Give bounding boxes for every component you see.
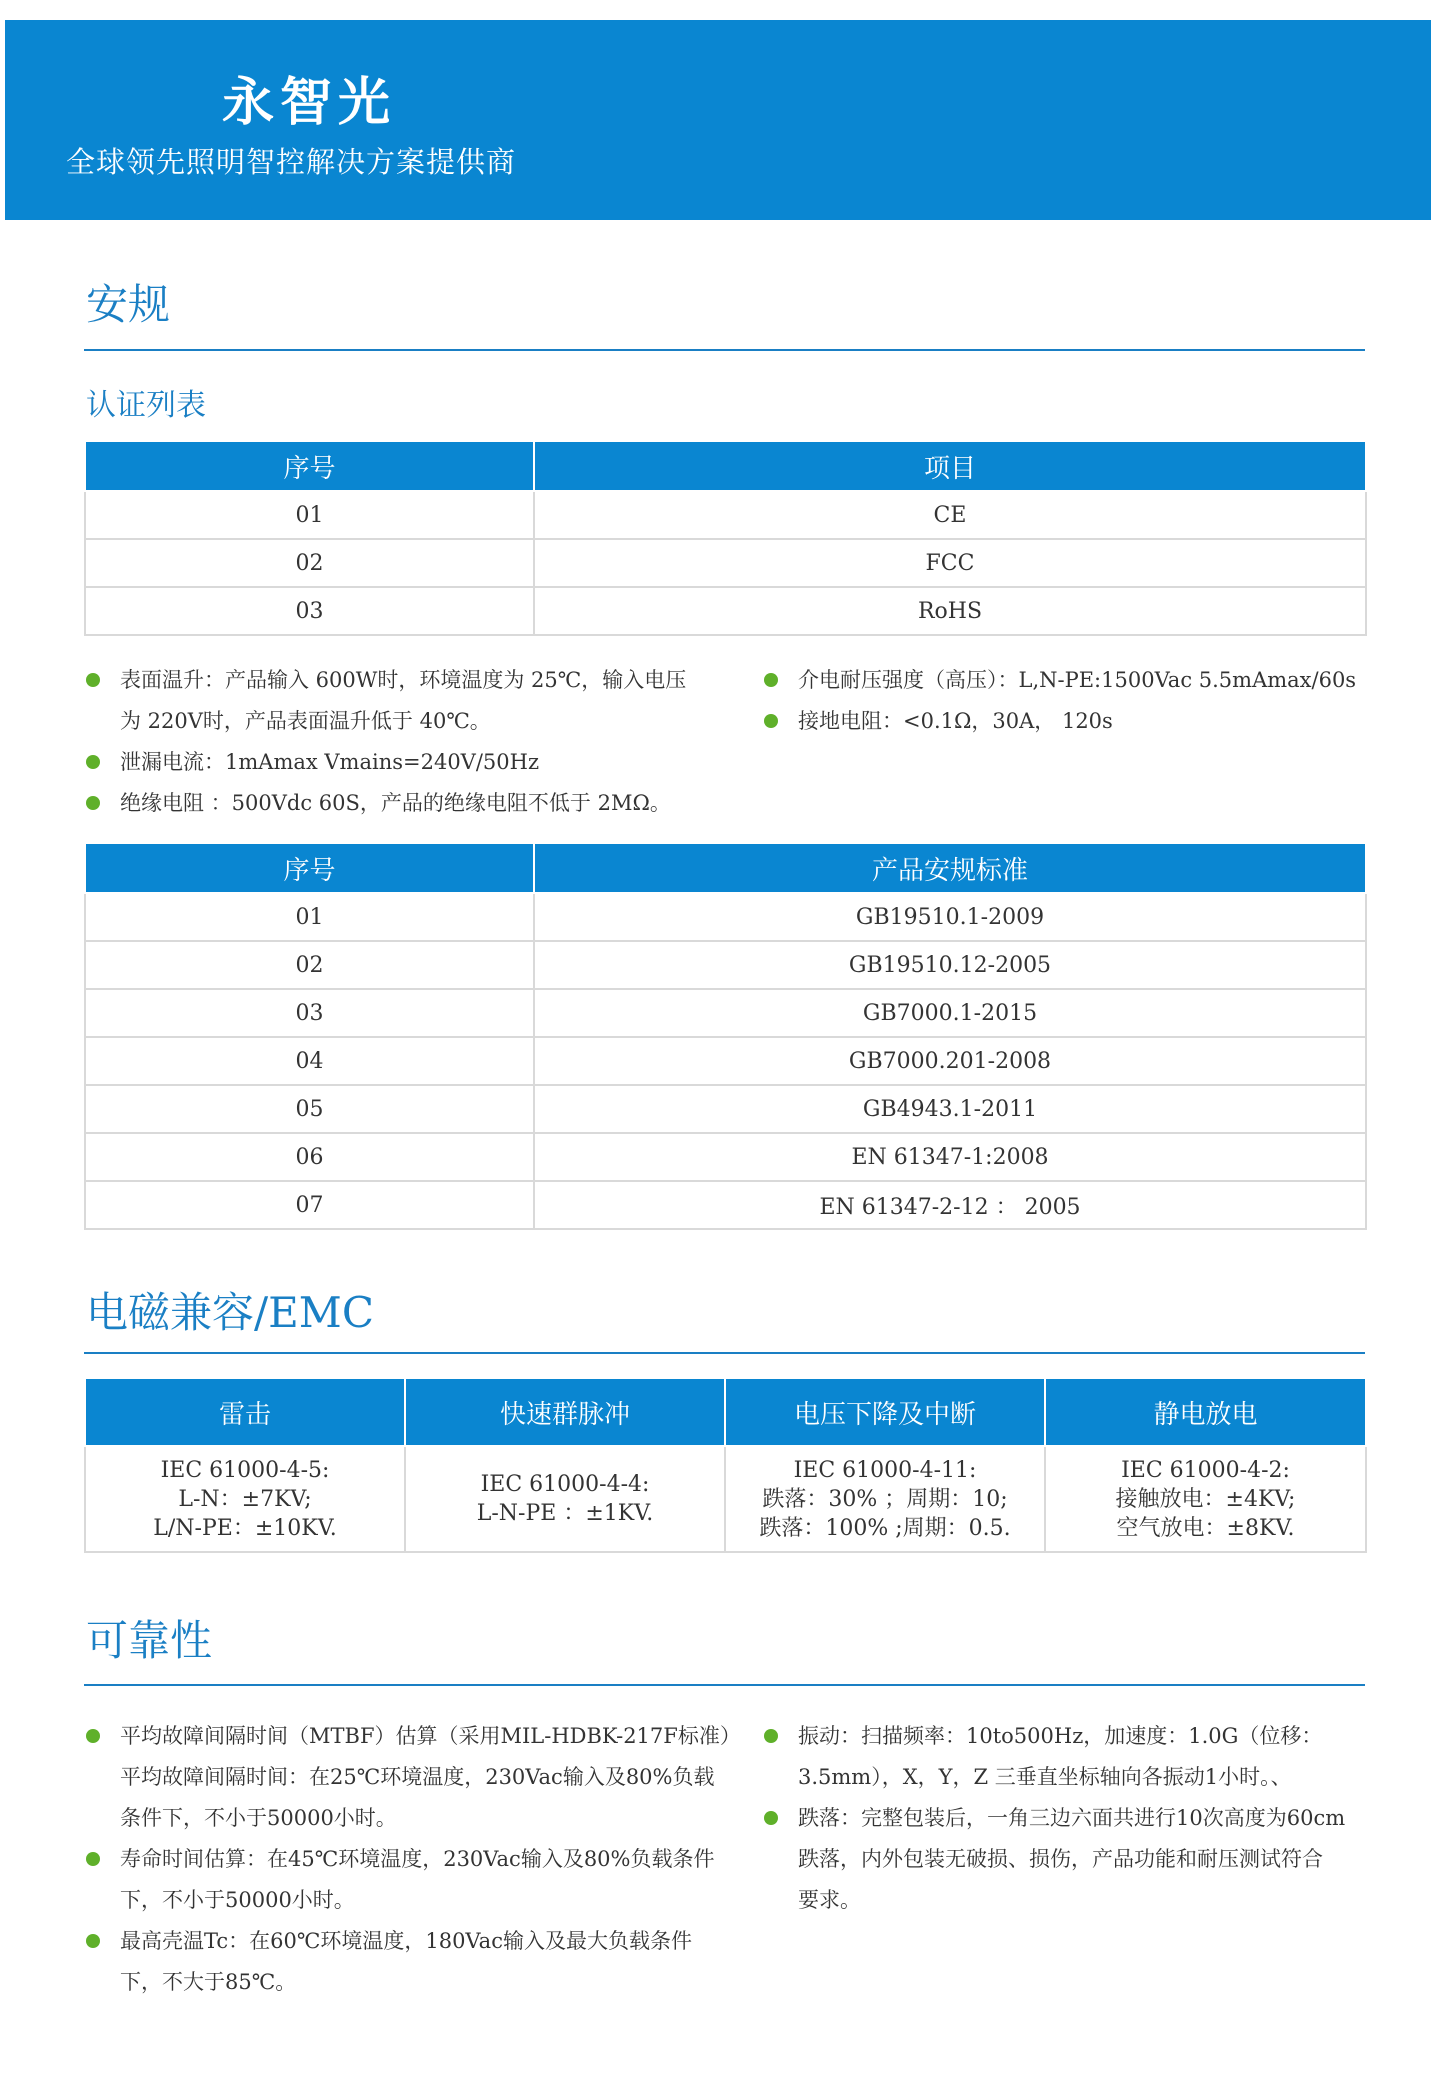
column-header: 项目 [534,441,1366,491]
table-header-row [85,843,1366,893]
brand-tagline: 全球领先照明智控解决方案提供商 [66,145,517,179]
column-header: 产品安规标准 [534,843,1366,893]
list-item: 绝缘电阻 ：500Vdc 60S，产品的绝缘电阻不低于 2MΩ。 [84,783,744,824]
table-row [85,989,1366,1037]
section-title-safety: 安规 [86,280,171,329]
list-item: 最高壳温Tc：在60℃环境温度，180Vac输入及最大负载条件 下，不大于85℃。 [84,1921,744,2003]
section-divider [84,1352,1365,1354]
reliability-bullets-left [84,1716,744,2003]
column-header: 序号 [85,441,534,491]
bullet-dot-icon [86,673,100,687]
list-item: 接地电阻：<0.1Ω，30A， 120s [762,701,1382,742]
table-row [85,1037,1366,1085]
list-item: 介电耐压强度（高压）：L,N-PE:1500Vac 5.5mAmax/60s [762,660,1382,701]
list-item: 寿命时间估算：在45℃环境温度，230Vac输入及80%负载条件 下，不小于50000小时。 [84,1839,744,1921]
header-banner [5,20,1431,220]
table-row [85,491,1366,539]
table-row [85,941,1366,989]
table-header-row [85,441,1366,491]
table-cell: GB7000.201-2008 [534,1037,1366,1085]
bullet-dot-icon [86,1852,100,1866]
table-row [85,539,1366,587]
table-cell: 02 [85,941,534,989]
bullet-dot-icon [86,755,100,769]
list-item: 泄漏电流：1mAmax Vmains=240V/50Hz [84,742,744,783]
section-divider [84,349,1365,351]
cert-list-title: 认证列表 [86,388,206,423]
table-cell: EN 61347-2-12 ： 2005 [534,1181,1366,1229]
table-cell: FCC [534,539,1366,587]
column-header: 雷击 [85,1378,405,1446]
table-cell: GB7000.1-2015 [534,989,1366,1037]
table-cell: IEC 61000-4-4: L-N-PE ：±1KV. [405,1446,725,1552]
list-item: 振动：扫描频率：10to500Hz，加速度：1.0G（位移： 3.5mm），X，Y，Z 三垂直坐标轴向各振动1小时。、 [762,1716,1392,1798]
bullet-dot-icon [764,673,778,687]
section-title-reliability: 可靠性 [86,1616,213,1665]
bullet-dot-icon [764,714,778,728]
table-cell: 01 [85,491,534,539]
table-row [85,893,1366,941]
table-cell: GB19510.1-2009 [534,893,1366,941]
bullet-dot-icon [86,796,100,810]
table-cell: EN 61347-1:2008 [534,1133,1366,1181]
list-item: 跌落：完整包装后，一角三边六面共进行10次高度为60cm 跌落，内外包装无破损、损伤，产品功能和耐压测试符合 要求。 [762,1798,1392,1921]
table-row [85,1446,1366,1552]
table-cell: 05 [85,1085,534,1133]
bullet-dot-icon [764,1729,778,1743]
table-cell: 04 [85,1037,534,1085]
table-header-row [85,1378,1366,1446]
table-row [85,1085,1366,1133]
section-divider [84,1684,1365,1686]
table-cell: IEC 61000-4-5: L-N：±7KV; L/N-PE：±10KV. [85,1446,405,1552]
emc-table [84,1377,1367,1553]
table-cell: 03 [85,587,534,635]
table-cell: 03 [85,989,534,1037]
bullet-dot-icon [86,1729,100,1743]
table-cell: IEC 61000-4-2: 接触放电：±4KV; 空气放电：±8KV. [1045,1446,1366,1552]
safety-bullets-right [762,660,1382,742]
safety-bullets-left [84,660,744,824]
table-row [85,1133,1366,1181]
bullet-dot-icon [764,1811,778,1825]
bullet-dot-icon [86,1934,100,1948]
table-row [85,1181,1366,1229]
column-header: 电压下降及中断 [725,1378,1045,1446]
column-header: 序号 [85,843,534,893]
cert-table [84,440,1367,636]
table-cell: IEC 61000-4-11: 跌落：30% ；周期：10; 跌落：100% ;周期：0.5. [725,1446,1045,1552]
section-title-emc: 电磁兼容/EMC [86,1288,374,1337]
table-row [85,587,1366,635]
table-cell: 07 [85,1181,534,1229]
brand-name: 永智光 [222,73,397,133]
column-header: 静电放电 [1045,1378,1366,1446]
list-item: 表面温升：产品输入 600W时，环境温度为 25℃，输入电压 为 220V时，产品表面温升低于 40℃。 [84,660,744,742]
table-cell: 01 [85,893,534,941]
list-item: 平均故障间隔时间（MTBF）估算（采用MIL-HDBK-217F标准） 平均故障间隔时间：在25℃环境温度，230Vac输入及80%负载 条件下，不小于50000小时。 [84,1716,744,1839]
standards-table [84,842,1367,1230]
table-cell: GB19510.12-2005 [534,941,1366,989]
table-cell: 02 [85,539,534,587]
column-header: 快速群脉冲 [405,1378,725,1446]
table-cell: CE [534,491,1366,539]
table-cell: RoHS [534,587,1366,635]
reliability-bullets-right [762,1716,1392,1921]
table-cell: 06 [85,1133,534,1181]
table-cell: GB4943.1-2011 [534,1085,1366,1133]
